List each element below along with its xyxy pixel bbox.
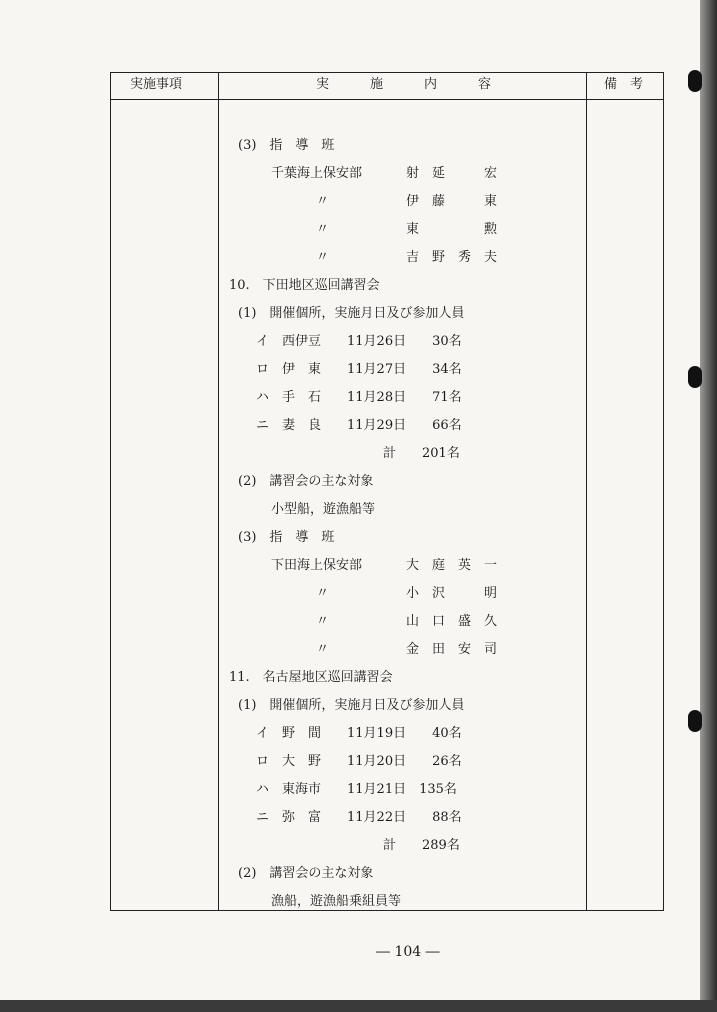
- content-line: 漁船，遊漁船乗組員等: [271, 894, 402, 909]
- content-line: 金 田 安 司: [406, 642, 498, 657]
- content-line: 山 口 盛 久: [406, 614, 498, 629]
- content-line: (3) 指 導 班: [238, 138, 335, 153]
- content-line: (2) 講習会の主な対象: [238, 866, 374, 881]
- content-line: 〃: [316, 586, 330, 601]
- content-line: ハ 東海市 11月21日 135名: [256, 782, 457, 797]
- content-line: ロ 大 野 11月20日 26名: [256, 754, 462, 769]
- content-line: 伊 藤 東: [406, 194, 498, 209]
- content-line: 下田海上保安部: [271, 558, 363, 573]
- content-line: (1) 開催個所，実施月日及び参加人員: [238, 698, 465, 713]
- table-bottom-border: [110, 910, 664, 911]
- content-line: イ 西伊豆 11月26日 30名: [256, 334, 462, 349]
- header-bottom-border: [110, 99, 664, 100]
- punch-hole-3: [688, 710, 702, 732]
- content-line: 小 沢 明: [406, 586, 498, 601]
- scan-edge-right: [700, 0, 717, 1012]
- scan-edge-bottom: [0, 1000, 717, 1012]
- content-line: ニ 妻 良 11月29日 66名: [256, 418, 462, 433]
- content-line: (3) 指 導 班: [238, 530, 335, 545]
- content-line: 11. 名古屋地区巡回講習会: [229, 670, 393, 685]
- content-line: ロ 伊 東 11月27日 34名: [256, 362, 462, 377]
- content-line: 〃: [316, 194, 330, 209]
- column-divider-1: [218, 72, 219, 911]
- table-top-border: [110, 72, 664, 73]
- content-line: 〃: [316, 642, 330, 657]
- column-divider-2: [586, 72, 587, 911]
- content-line: 〃: [316, 222, 330, 237]
- content-line: 大 庭 英 一: [406, 558, 498, 573]
- content-line: 計 289名: [383, 838, 460, 853]
- header-col-notes: 備 考: [604, 77, 644, 92]
- table-left-border: [110, 72, 111, 911]
- punch-hole-2: [688, 366, 702, 388]
- content-line: 〃: [316, 250, 330, 265]
- content-line: 千葉海上保安部: [271, 166, 363, 181]
- content-line: 東 勲: [406, 222, 498, 237]
- header-col-items: 実施事項: [130, 77, 183, 92]
- content-line: (1) 開催個所，実施月日及び参加人員: [238, 306, 465, 321]
- content-line: 10. 下田地区巡回講習会: [229, 278, 380, 293]
- content-line: ハ 手 石 11月28日 71名: [256, 390, 462, 405]
- table-right-border: [663, 72, 664, 911]
- content-line: 射 延 宏: [406, 166, 498, 181]
- page-number: ― 104 ―: [376, 944, 440, 960]
- content-line: 計 201名: [383, 446, 460, 461]
- content-line: 吉 野 秀 夫: [406, 250, 498, 265]
- content-line: イ 野 間 11月19日 40名: [256, 726, 462, 741]
- punch-hole-1: [688, 70, 702, 92]
- header-col-content: 実 施 内 容: [316, 77, 506, 92]
- content-line: (2) 講習会の主な対象: [238, 474, 374, 489]
- content-line: 小型船，遊漁船等: [271, 502, 376, 517]
- content-line: 〃: [316, 614, 330, 629]
- content-line: ニ 弥 富 11月22日 88名: [256, 810, 462, 825]
